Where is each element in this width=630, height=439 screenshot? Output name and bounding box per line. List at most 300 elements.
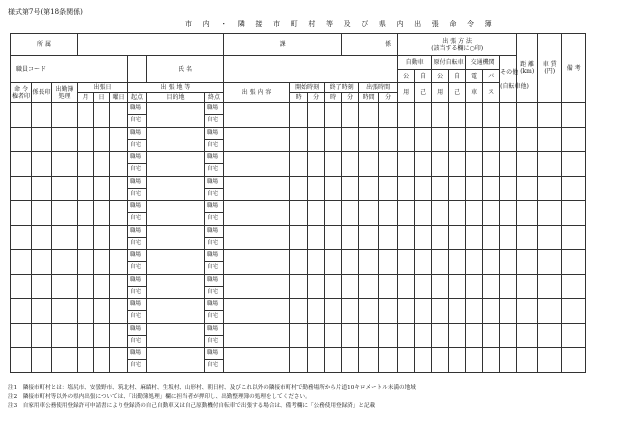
car-official-cell[interactable]	[398, 274, 415, 299]
origin-home: 自宅	[128, 115, 147, 127]
duration-minute-cell[interactable]	[379, 348, 398, 373]
car-official-cell[interactable]	[398, 103, 415, 128]
month-cell[interactable]	[78, 225, 94, 250]
bike-official-cell[interactable]	[432, 348, 449, 373]
chief-seal-header: 係長印	[32, 83, 52, 103]
bike-official-1: 公	[432, 70, 449, 83]
end-minute-cell[interactable]	[342, 250, 359, 275]
day-cell[interactable]	[94, 323, 110, 348]
duration-hours-cell[interactable]	[359, 152, 379, 177]
train-cell[interactable]	[466, 323, 483, 348]
duration-minute-cell[interactable]	[379, 127, 398, 152]
bus-cell[interactable]	[483, 103, 500, 128]
origin-home: 自宅	[128, 335, 147, 347]
other-cell[interactable]	[500, 225, 517, 250]
car-official-cell[interactable]	[398, 250, 415, 275]
duration-minute-cell[interactable]	[379, 152, 398, 177]
table-row	[11, 299, 623, 311]
end-hour-cell[interactable]	[325, 299, 342, 324]
start-hour-cell[interactable]	[290, 127, 308, 152]
content-cell[interactable]	[224, 152, 290, 177]
bike-personal-cell[interactable]	[449, 225, 466, 250]
chief-seal-cell[interactable]	[32, 323, 52, 348]
bus-cell[interactable]	[483, 127, 500, 152]
order-seal-cell[interactable]	[11, 152, 32, 177]
attendance-cell[interactable]	[52, 299, 78, 324]
month-cell[interactable]	[78, 152, 94, 177]
weekday-cell[interactable]	[110, 348, 128, 373]
bike-personal-cell[interactable]	[449, 103, 466, 128]
content-cell[interactable]	[224, 348, 290, 373]
bus-cell[interactable]	[483, 201, 500, 226]
fare-cell[interactable]	[538, 299, 562, 324]
bike-personal-cell[interactable]	[449, 274, 466, 299]
end-hour-cell[interactable]	[325, 103, 342, 128]
chief-seal-cell[interactable]	[32, 225, 52, 250]
content-cell[interactable]	[224, 274, 290, 299]
distance-cell[interactable]	[517, 152, 538, 177]
chief-seal-cell[interactable]	[32, 103, 52, 128]
bus-cell[interactable]	[483, 323, 500, 348]
train-cell[interactable]	[466, 299, 483, 324]
car-official-cell[interactable]	[398, 201, 415, 226]
name-value[interactable]	[224, 56, 398, 83]
order-seal-cell[interactable]	[11, 348, 32, 373]
end-hour-cell[interactable]	[325, 250, 342, 275]
chief-seal-cell[interactable]	[32, 127, 52, 152]
order-seal-cell[interactable]	[11, 323, 32, 348]
duration-hours-cell[interactable]	[359, 176, 379, 201]
attendance-cell[interactable]	[52, 103, 78, 128]
weekday-cell[interactable]	[110, 152, 128, 177]
start-hour-cell[interactable]	[290, 201, 308, 226]
attendance-cell[interactable]	[52, 323, 78, 348]
dept-value[interactable]	[78, 34, 224, 56]
month-cell[interactable]	[78, 103, 94, 128]
other-header: その他 (自転車他)	[500, 56, 517, 103]
car-personal-cell[interactable]	[415, 103, 432, 128]
dest-cell[interactable]	[147, 225, 205, 250]
car-official-cell[interactable]	[398, 348, 415, 373]
terminus-office: 職場	[205, 176, 224, 188]
order-seal-cell[interactable]	[11, 103, 32, 128]
order-seal-header: 命 令 権者印	[11, 83, 32, 103]
day-cell[interactable]	[94, 201, 110, 226]
weekday-cell[interactable]	[110, 274, 128, 299]
day-cell[interactable]	[94, 299, 110, 324]
train-cell[interactable]	[466, 348, 483, 373]
day-cell[interactable]	[94, 127, 110, 152]
start-minute-cell[interactable]	[308, 274, 325, 299]
order-seal-cell[interactable]	[11, 250, 32, 275]
month-cell[interactable]	[78, 323, 94, 348]
bus-cell[interactable]	[483, 348, 500, 373]
chief-seal-cell[interactable]	[32, 176, 52, 201]
car-personal-cell[interactable]	[415, 348, 432, 373]
end-minute-cell[interactable]	[342, 274, 359, 299]
weekday-cell[interactable]	[110, 299, 128, 324]
attendance-cell[interactable]	[52, 250, 78, 275]
start-hour-cell[interactable]	[290, 274, 308, 299]
other-cell[interactable]	[500, 299, 517, 324]
origin-home: 自宅	[128, 311, 147, 323]
start-hour-cell[interactable]	[290, 176, 308, 201]
car-personal-cell[interactable]	[415, 176, 432, 201]
end-hour-cell[interactable]	[325, 225, 342, 250]
attendance-cell[interactable]	[52, 176, 78, 201]
order-seal-cell[interactable]	[11, 225, 32, 250]
bike-official-cell[interactable]	[432, 274, 449, 299]
end-minute-cell[interactable]	[342, 176, 359, 201]
remarks-cell[interactable]	[562, 225, 586, 250]
origin-home: 自宅	[128, 360, 147, 372]
table-body	[11, 34, 623, 373]
fare-cell[interactable]	[538, 274, 562, 299]
start-hour-cell[interactable]	[290, 250, 308, 275]
attendance-cell[interactable]	[52, 274, 78, 299]
start-hour-cell[interactable]	[290, 103, 308, 128]
distance-cell[interactable]	[517, 201, 538, 226]
other-cell[interactable]	[500, 103, 517, 128]
fare-cell[interactable]	[538, 103, 562, 128]
duration-minute-cell[interactable]	[379, 250, 398, 275]
car-official-cell[interactable]	[398, 176, 415, 201]
car-personal-cell[interactable]	[415, 152, 432, 177]
car-personal-cell[interactable]	[415, 127, 432, 152]
attendance-cell[interactable]	[52, 201, 78, 226]
origin-home: 自宅	[128, 213, 147, 225]
origin-home: 自宅	[128, 237, 147, 249]
start-minute-cell[interactable]	[308, 323, 325, 348]
fare-cell[interactable]	[538, 323, 562, 348]
weekday-cell[interactable]	[110, 127, 128, 152]
day-cell[interactable]	[94, 250, 110, 275]
day-cell[interactable]	[94, 348, 110, 373]
order-seal-cell[interactable]	[11, 176, 32, 201]
month-cell[interactable]	[78, 176, 94, 201]
start-minute-cell[interactable]	[308, 250, 325, 275]
car-personal-cell[interactable]	[415, 201, 432, 226]
weekday-cell[interactable]	[110, 225, 128, 250]
train-cell[interactable]	[466, 176, 483, 201]
distance-cell[interactable]	[517, 176, 538, 201]
order-seal-cell[interactable]	[11, 201, 32, 226]
chief-seal-cell[interactable]	[32, 348, 52, 373]
duration-hours-cell[interactable]	[359, 323, 379, 348]
end-minute-cell[interactable]	[342, 323, 359, 348]
chief-seal-cell[interactable]	[32, 201, 52, 226]
attendance-cell[interactable]	[52, 225, 78, 250]
origin-office: 職場	[128, 323, 147, 335]
month-cell[interactable]	[78, 299, 94, 324]
car-official-cell[interactable]	[398, 299, 415, 324]
start-minute-cell[interactable]	[308, 348, 325, 373]
start-minute-cell[interactable]	[308, 176, 325, 201]
dest-cell[interactable]	[147, 274, 205, 299]
distance-cell[interactable]	[517, 250, 538, 275]
bike-official-cell[interactable]	[432, 103, 449, 128]
bike-official-cell[interactable]	[432, 201, 449, 226]
weekday-cell[interactable]	[110, 201, 128, 226]
other-cell[interactable]	[500, 250, 517, 275]
content-cell[interactable]	[224, 176, 290, 201]
bike-official-cell[interactable]	[432, 250, 449, 275]
weekday-cell[interactable]	[110, 176, 128, 201]
month-cell[interactable]	[78, 127, 94, 152]
train-cell[interactable]	[466, 152, 483, 177]
fare-cell[interactable]	[538, 152, 562, 177]
remarks-cell[interactable]	[562, 103, 586, 128]
attendance-cell[interactable]	[52, 348, 78, 373]
dest-cell[interactable]	[147, 348, 205, 373]
start-minute-cell[interactable]	[308, 127, 325, 152]
content-cell[interactable]	[224, 299, 290, 324]
employee-code-value[interactable]	[128, 56, 147, 83]
weekday-cell[interactable]	[110, 250, 128, 275]
chief-seal-cell[interactable]	[32, 274, 52, 299]
car-personal-cell[interactable]	[415, 250, 432, 275]
bus-cell[interactable]	[483, 176, 500, 201]
chief-seal-cell[interactable]	[32, 152, 52, 177]
train-cell[interactable]	[466, 103, 483, 128]
bus-cell[interactable]	[483, 299, 500, 324]
dest-cell[interactable]	[147, 103, 205, 128]
end-hour-cell[interactable]	[325, 176, 342, 201]
bike-personal-cell[interactable]	[449, 152, 466, 177]
end-hour-cell[interactable]	[325, 274, 342, 299]
duration-minute-cell[interactable]	[379, 176, 398, 201]
remarks-cell[interactable]	[562, 323, 586, 348]
content-cell[interactable]	[224, 250, 290, 275]
table-row	[11, 127, 623, 139]
start-minute-cell[interactable]	[308, 299, 325, 324]
content-cell[interactable]	[224, 103, 290, 128]
end-time-header: 終了時刻	[325, 83, 359, 93]
start-hour-cell[interactable]	[290, 299, 308, 324]
remarks-cell[interactable]	[562, 176, 586, 201]
duration-minute-cell[interactable]	[379, 225, 398, 250]
car-personal-cell[interactable]	[415, 299, 432, 324]
start-minute-cell[interactable]	[308, 152, 325, 177]
fare-cell[interactable]	[538, 225, 562, 250]
remarks-cell[interactable]	[562, 348, 586, 373]
dest-cell[interactable]	[147, 176, 205, 201]
bike-official-cell[interactable]	[432, 323, 449, 348]
bike-official-cell[interactable]	[432, 225, 449, 250]
remarks-cell[interactable]	[562, 274, 586, 299]
remarks-cell[interactable]	[562, 152, 586, 177]
car-official-cell[interactable]	[398, 323, 415, 348]
bus-cell[interactable]	[483, 225, 500, 250]
bus-cell[interactable]	[483, 250, 500, 275]
fare-cell[interactable]	[538, 201, 562, 226]
bike-personal-cell[interactable]	[449, 299, 466, 324]
distance-cell[interactable]	[517, 323, 538, 348]
dest-cell[interactable]	[147, 152, 205, 177]
day-cell[interactable]	[94, 176, 110, 201]
origin-office: 職場	[128, 201, 147, 213]
dest-cell[interactable]	[147, 323, 205, 348]
distance-cell[interactable]	[517, 348, 538, 373]
duration-hours-cell[interactable]	[359, 299, 379, 324]
duration-minute-cell[interactable]	[379, 274, 398, 299]
origin-office: 職場	[128, 299, 147, 311]
duration-hours-cell[interactable]	[359, 127, 379, 152]
day-cell[interactable]	[94, 274, 110, 299]
end-hour-cell[interactable]	[325, 201, 342, 226]
bike-official-cell[interactable]	[432, 176, 449, 201]
month-cell[interactable]	[78, 201, 94, 226]
end-minute-cell[interactable]	[342, 103, 359, 128]
start-hour-cell[interactable]	[290, 225, 308, 250]
bike-personal-cell[interactable]	[449, 250, 466, 275]
bike-personal-cell[interactable]	[449, 127, 466, 152]
remarks-cell[interactable]	[562, 250, 586, 275]
distance-cell[interactable]	[517, 225, 538, 250]
duration-minute-cell[interactable]	[379, 201, 398, 226]
end-minute-cell[interactable]	[342, 348, 359, 373]
remarks-cell[interactable]	[562, 201, 586, 226]
month-cell[interactable]	[78, 274, 94, 299]
car-official-cell[interactable]	[398, 127, 415, 152]
terminus-home: 自宅	[205, 237, 224, 249]
bike-personal-cell[interactable]	[449, 348, 466, 373]
train-cell[interactable]	[466, 250, 483, 275]
start-hour-cell[interactable]	[290, 348, 308, 373]
table-row	[11, 225, 623, 237]
car-official-cell[interactable]	[398, 225, 415, 250]
fare-cell[interactable]	[538, 127, 562, 152]
duration-hours-cell[interactable]	[359, 348, 379, 373]
month-cell[interactable]	[78, 348, 94, 373]
distance-cell[interactable]	[517, 127, 538, 152]
origin-home: 自宅	[128, 139, 147, 151]
bus-1: バ	[483, 70, 500, 83]
end-hour-cell[interactable]	[325, 323, 342, 348]
end-minute-cell[interactable]	[342, 152, 359, 177]
start-minute-cell[interactable]	[308, 225, 325, 250]
car-official-1: 公	[398, 70, 415, 83]
weekday-cell[interactable]	[110, 103, 128, 128]
origin-office: 職場	[128, 348, 147, 360]
other-cell[interactable]	[500, 127, 517, 152]
end-hour-cell[interactable]	[325, 348, 342, 373]
end-minute-cell[interactable]	[342, 201, 359, 226]
duration-minute-cell[interactable]	[379, 323, 398, 348]
dest-header: 目的地	[147, 93, 205, 103]
order-seal-cell[interactable]	[11, 274, 32, 299]
duration-hours-cell[interactable]	[359, 274, 379, 299]
distance-cell[interactable]	[517, 299, 538, 324]
start-hour-cell[interactable]	[290, 323, 308, 348]
other-cell[interactable]	[500, 323, 517, 348]
day-cell[interactable]	[94, 152, 110, 177]
attendance-cell[interactable]	[52, 127, 78, 152]
dest-cell[interactable]	[147, 201, 205, 226]
duration-hours-header: 時間	[359, 93, 379, 103]
dest-cell[interactable]	[147, 250, 205, 275]
bus-cell[interactable]	[483, 152, 500, 177]
end-minute-cell[interactable]	[342, 225, 359, 250]
train-cell[interactable]	[466, 274, 483, 299]
bike-official-cell[interactable]	[432, 152, 449, 177]
fare-cell[interactable]	[538, 250, 562, 275]
content-cell[interactable]	[224, 127, 290, 152]
day-cell[interactable]	[94, 103, 110, 128]
end-hour-cell[interactable]	[325, 127, 342, 152]
train-cell[interactable]	[466, 201, 483, 226]
train-cell[interactable]	[466, 127, 483, 152]
bike-personal-cell[interactable]	[449, 323, 466, 348]
duration-hours-cell[interactable]	[359, 201, 379, 226]
duration-minute-cell[interactable]	[379, 103, 398, 128]
distance-cell[interactable]	[517, 103, 538, 128]
car-official-cell[interactable]	[398, 152, 415, 177]
dest-cell[interactable]	[147, 299, 205, 324]
end-minute-cell[interactable]	[342, 127, 359, 152]
chief-seal-cell[interactable]	[32, 299, 52, 324]
start-minute-cell[interactable]	[308, 201, 325, 226]
content-cell[interactable]	[224, 201, 290, 226]
content-cell[interactable]	[224, 225, 290, 250]
duration-minute-cell[interactable]	[379, 299, 398, 324]
remarks-cell[interactable]	[562, 299, 586, 324]
fare-cell[interactable]	[538, 348, 562, 373]
day-cell[interactable]	[94, 225, 110, 250]
month-cell[interactable]	[78, 250, 94, 275]
attendance-header: 出勤簿 処理	[52, 83, 78, 103]
start-minute-header: 分	[308, 93, 325, 103]
duration-header: 出張時間	[359, 83, 398, 93]
terminus-home: 自宅	[205, 311, 224, 323]
chief-seal-cell[interactable]	[32, 250, 52, 275]
other-cell[interactable]	[500, 152, 517, 177]
other-cell[interactable]	[500, 348, 517, 373]
order-seal-cell[interactable]	[11, 299, 32, 324]
origin-office: 職場	[128, 225, 147, 237]
duration-hours-cell[interactable]	[359, 250, 379, 275]
distance-cell[interactable]	[517, 274, 538, 299]
content-cell[interactable]	[224, 323, 290, 348]
bus-cell[interactable]	[483, 274, 500, 299]
dest-cell[interactable]	[147, 127, 205, 152]
car-personal-cell[interactable]	[415, 323, 432, 348]
duration-hours-cell[interactable]	[359, 225, 379, 250]
car-personal-cell[interactable]	[415, 225, 432, 250]
car-personal-cell[interactable]	[415, 274, 432, 299]
bike-personal-cell[interactable]	[449, 201, 466, 226]
end-hour-cell[interactable]	[325, 152, 342, 177]
attendance-cell[interactable]	[52, 152, 78, 177]
end-minute-cell[interactable]	[342, 299, 359, 324]
origin-office: 職場	[128, 176, 147, 188]
other-cell[interactable]	[500, 176, 517, 201]
weekday-cell[interactable]	[110, 323, 128, 348]
remarks-cell[interactable]	[562, 127, 586, 152]
other-cell[interactable]	[500, 274, 517, 299]
other-cell[interactable]	[500, 201, 517, 226]
train-cell[interactable]	[466, 225, 483, 250]
duration-hours-cell[interactable]	[359, 103, 379, 128]
order-seal-cell[interactable]	[11, 127, 32, 152]
start-minute-cell[interactable]	[308, 103, 325, 128]
bike-official-cell[interactable]	[432, 299, 449, 324]
fare-cell[interactable]	[538, 176, 562, 201]
bike-official-cell[interactable]	[432, 127, 449, 152]
start-hour-cell[interactable]	[290, 152, 308, 177]
bike-personal-cell[interactable]	[449, 176, 466, 201]
terminus-home: 自宅	[205, 360, 224, 372]
